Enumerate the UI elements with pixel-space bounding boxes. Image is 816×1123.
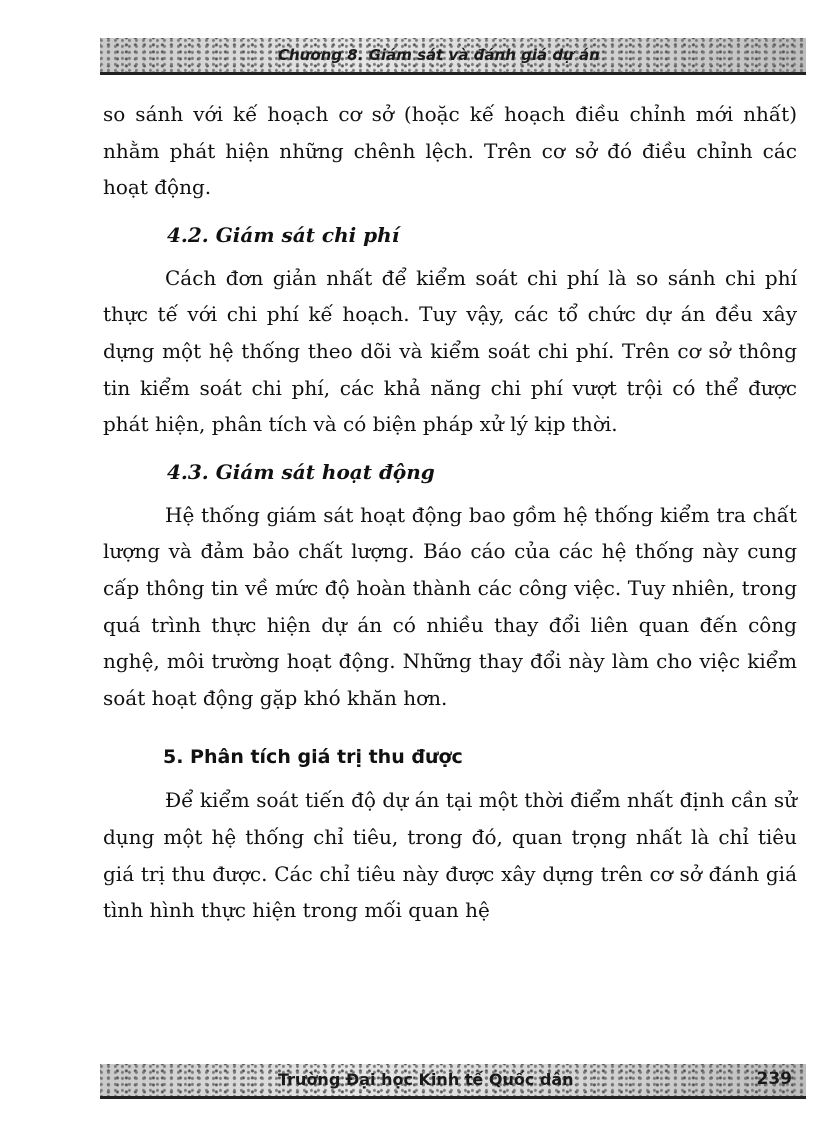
paragraph-continuation: so sánh với kế hoạch cơ sở (hoặc kế hoạch điều chỉnh mới nhất) nhằm phát hiện những chênh lệch. Trên cơ sở đó điều chỉnh các hoạt động.	[103, 102, 797, 200]
chapter-title: Chương 8. Giám sát và đánh giá dự án	[278, 46, 600, 64]
section-heading-4-2: 4.2. Giám sát chi phí	[167, 222, 400, 247]
page-body	[103, 96, 797, 929]
section-heading-5: 5. Phân tích giá trị thu được	[163, 746, 463, 769]
page-number: 239	[756, 1069, 792, 1089]
university-name: Trường Đại học Kinh tế Quốc dân	[278, 1070, 574, 1089]
section-heading-4-3: 4.3. Giám sát hoạt động	[167, 459, 435, 484]
running-header	[100, 38, 806, 75]
running-footer	[100, 1064, 806, 1099]
paragraph-earned-value: Để kiểm soát tiến độ dự án tại một thời điểm nhất định cần sử dụng một hệ thống chỉ tiêu, trong đó, quan trọng nhất là chỉ tiêu giá trị thu được. Các chỉ tiêu này được xây dựng trên cơ sở đánh giá tình hình thực hiện trong mối quan hệ	[103, 788, 797, 923]
paragraph-cost-monitoring: Cách đơn giản nhất để kiểm soát chi phí là so sánh chi phí thực tế với chi phí kế hoạch. Tuy vậy, các tổ chức dự án đều xây dựng một hệ thống theo dõi và kiểm soát chi phí. Trên cơ sở thông tin kiểm soát chi phí, các khả năng chi phí vượt trội có thể được phát hiện, phân tích và có biện pháp xử lý kịp thời.	[103, 265, 797, 437]
paragraph-activity-monitoring: Hệ thống giám sát hoạt động bao gồm hệ thống kiểm tra chất lượng và đảm bảo chất lượng. Báo cáo của các hệ thống này cung cấp thông tin về mức độ hoàn thành các công việc. Tuy nhiên, trong quá trình thực hiện dự án có nhiều thay đổi liên quan đến công nghệ, môi trường hoạt động. Những thay đổi này làm cho việc kiểm soát hoạt động gặp khó khăn hơn.	[103, 502, 797, 710]
